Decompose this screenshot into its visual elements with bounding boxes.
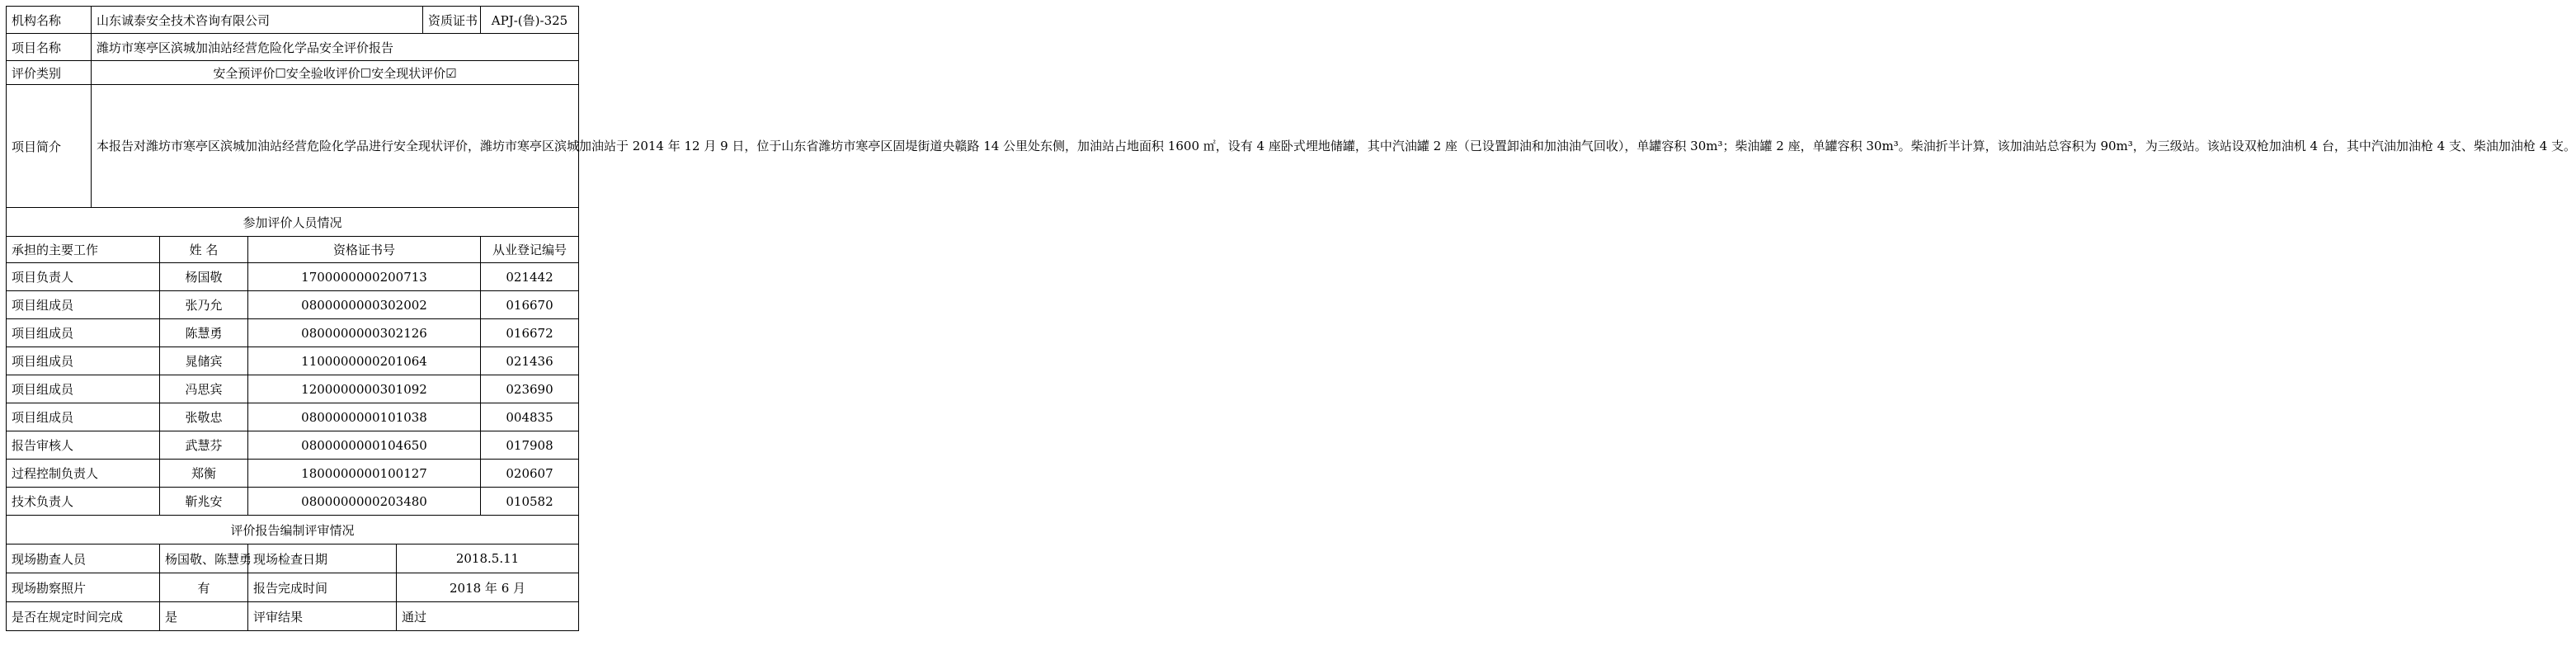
personnel-row bbox=[7, 403, 579, 431]
review-label: 现场检查日期 bbox=[248, 544, 397, 573]
org-name-label: 机构名称 bbox=[7, 7, 92, 34]
review-value: 2018.5.11 bbox=[397, 544, 579, 573]
intro-label: 项目简介 bbox=[7, 85, 92, 208]
personnel-row bbox=[7, 347, 579, 375]
personnel-name: 杨国敬 bbox=[160, 263, 248, 291]
header-cert: 资格证书号 bbox=[248, 237, 481, 263]
review-value: 通过 bbox=[397, 602, 579, 631]
personnel-section-row bbox=[7, 208, 579, 237]
intro-row bbox=[7, 85, 579, 208]
review-value: 2018 年 6 月 bbox=[397, 573, 579, 602]
personnel-reg: 016672 bbox=[481, 319, 579, 347]
review-value: 杨国敬、陈慧勇 bbox=[160, 544, 248, 573]
personnel-reg: 021436 bbox=[481, 347, 579, 375]
personnel-reg: 017908 bbox=[481, 431, 579, 460]
cert-value: APJ-(鲁)-325 bbox=[481, 7, 579, 34]
review-value: 是 bbox=[160, 602, 248, 631]
personnel-name: 陈慧勇 bbox=[160, 319, 248, 347]
personnel-name: 靳兆安 bbox=[160, 488, 248, 516]
personnel-role: 项目组成员 bbox=[7, 347, 160, 375]
review-section-row bbox=[7, 516, 579, 544]
personnel-row bbox=[7, 291, 579, 319]
personnel-cert: 1200000000301092 bbox=[248, 375, 481, 403]
review-row bbox=[7, 573, 579, 602]
personnel-row bbox=[7, 375, 579, 403]
category-label: 评价类别 bbox=[7, 61, 92, 85]
personnel-reg: 004835 bbox=[481, 403, 579, 431]
review-row bbox=[7, 602, 579, 631]
personnel-role: 项目组成员 bbox=[7, 403, 160, 431]
review-label: 报告完成时间 bbox=[248, 573, 397, 602]
personnel-section-title: 参加评价人员情况 bbox=[7, 208, 579, 237]
personnel-role: 项目组成员 bbox=[7, 375, 160, 403]
personnel-reg: 023690 bbox=[481, 375, 579, 403]
personnel-reg: 010582 bbox=[481, 488, 579, 516]
personnel-role: 项目组成员 bbox=[7, 291, 160, 319]
personnel-row bbox=[7, 263, 579, 291]
personnel-cert: 1100000000201064 bbox=[248, 347, 481, 375]
personnel-cert: 0800000000101038 bbox=[248, 403, 481, 431]
header-role: 承担的主要工作 bbox=[7, 237, 160, 263]
personnel-row bbox=[7, 319, 579, 347]
personnel-cert: 0800000000302002 bbox=[248, 291, 481, 319]
header-name: 姓 名 bbox=[160, 237, 248, 263]
header-reg: 从业登记编号 bbox=[481, 237, 579, 263]
personnel-role: 项目负责人 bbox=[7, 263, 160, 291]
project-row bbox=[7, 34, 579, 61]
personnel-cert: 0800000000104650 bbox=[248, 431, 481, 460]
category-value bbox=[92, 61, 579, 85]
review-section-title: 评价报告编制评审情况 bbox=[7, 516, 579, 544]
personnel-row bbox=[7, 488, 579, 516]
personnel-row bbox=[7, 460, 579, 488]
org-row bbox=[7, 7, 579, 34]
intro-text: 本报告对潍坊市寒亭区滨城加油站经营危险化学品进行安全现状评价，潍坊市寒亭区滨城加油站于 2014 年 12 月 9 日，位于山东省潍坊市寒亭区固堤街道央赣路 14 公里处东侧，加油站占地面积 1600 ㎡，设有 4 座卧式埋地储罐，其中汽油罐 2 座（已设置卸油和加油油气回收），单罐容积 30m³；柴油罐 2 座，单罐容积 30m³。柴油折半计算，该加油站总容积为 90m³，为三级站。该站设双枪加油机 4 台，其中汽油加油枪 4 支、柴油加油枪 4 支。 bbox=[92, 85, 579, 208]
personnel-role: 过程控制负责人 bbox=[7, 460, 160, 488]
personnel-name: 张敬忠 bbox=[160, 403, 248, 431]
project-name-label: 项目名称 bbox=[7, 34, 92, 61]
personnel-cert: 1700000000200713 bbox=[248, 263, 481, 291]
personnel-name: 晁储宾 bbox=[160, 347, 248, 375]
review-label: 现场勘查人员 bbox=[7, 544, 160, 573]
personnel-role: 技术负责人 bbox=[7, 488, 160, 516]
personnel-cert: 0800000000302126 bbox=[248, 319, 481, 347]
review-label: 评审结果 bbox=[248, 602, 397, 631]
personnel-name: 冯思宾 bbox=[160, 375, 248, 403]
personnel-reg: 020607 bbox=[481, 460, 579, 488]
personnel-row bbox=[7, 431, 579, 460]
personnel-header-row bbox=[7, 237, 579, 263]
org-name-value: 山东诚泰安全技术咨询有限公司 bbox=[92, 7, 423, 34]
category-options: 安全预评价☐安全验收评价☐安全现状评价☑ bbox=[213, 65, 457, 81]
review-label: 是否在规定时间完成 bbox=[7, 602, 160, 631]
personnel-cert: 0800000000203480 bbox=[248, 488, 481, 516]
project-name-value: 潍坊市寒亭区滨城加油站经营危险化学品安全评价报告 bbox=[92, 34, 579, 61]
evaluation-info-table bbox=[6, 6, 2576, 631]
category-row bbox=[7, 61, 579, 85]
personnel-name: 武慧芬 bbox=[160, 431, 248, 460]
review-value: 有 bbox=[160, 573, 248, 602]
personnel-name: 郑衡 bbox=[160, 460, 248, 488]
review-row bbox=[7, 544, 579, 573]
personnel-role: 报告审核人 bbox=[7, 431, 160, 460]
personnel-reg: 016670 bbox=[481, 291, 579, 319]
review-label: 现场勘察照片 bbox=[7, 573, 160, 602]
personnel-name: 张乃允 bbox=[160, 291, 248, 319]
personnel-role: 项目组成员 bbox=[7, 319, 160, 347]
personnel-cert: 1800000000100127 bbox=[248, 460, 481, 488]
cert-label: 资质证书 bbox=[423, 7, 481, 34]
personnel-reg: 021442 bbox=[481, 263, 579, 291]
